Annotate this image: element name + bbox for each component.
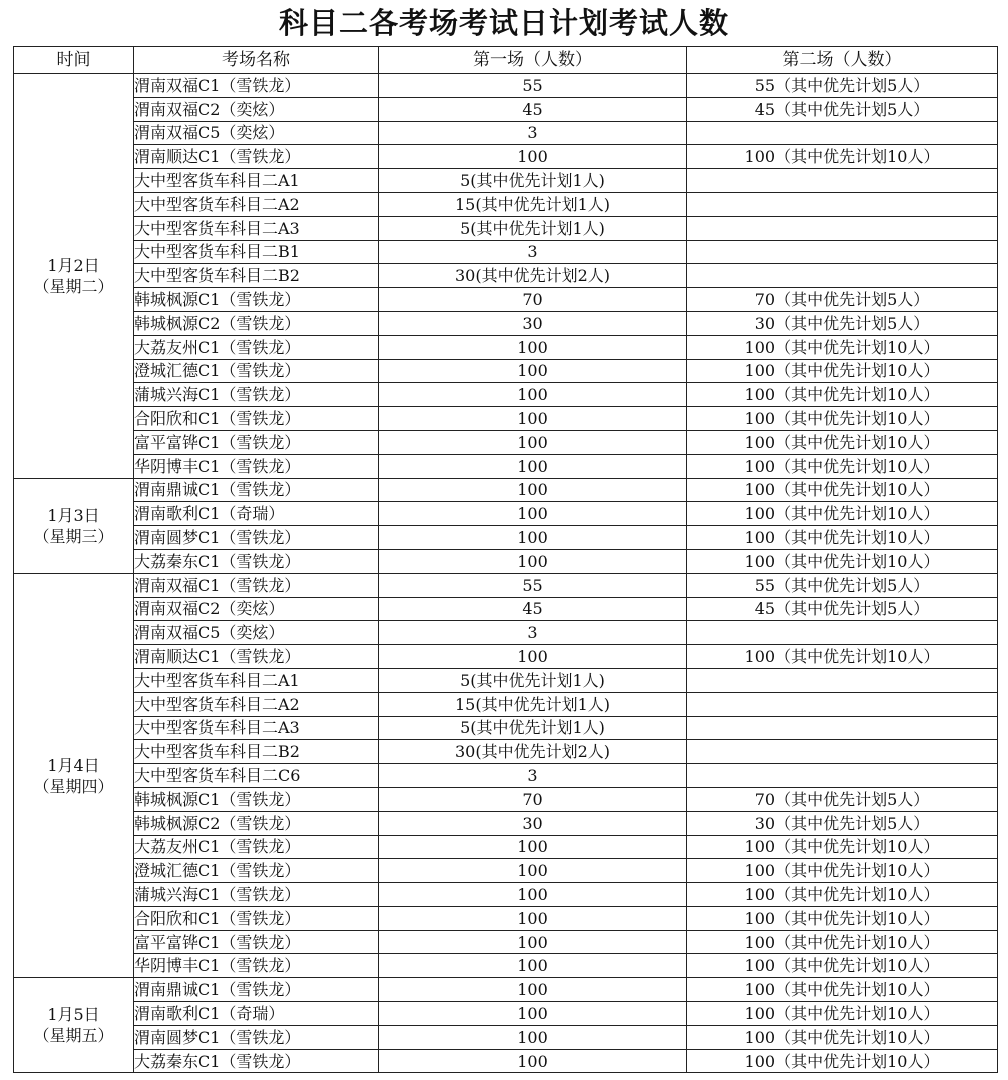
first-session-cell: 3 <box>379 240 687 264</box>
table-row <box>14 192 998 216</box>
first-session-cell: 70 <box>379 288 687 312</box>
second-session-cell <box>687 216 998 240</box>
second-session-cell: 100（其中优先计划10人） <box>687 1025 998 1049</box>
table-row <box>14 835 998 859</box>
table-row <box>14 1049 998 1073</box>
header-second-session: 第二场（人数） <box>687 47 998 74</box>
first-session-cell: 5(其中优先计划1人) <box>379 169 687 193</box>
table-row <box>14 145 998 169</box>
venue-cell: 大荔秦东C1（雪铁龙） <box>134 1049 379 1073</box>
first-session-cell: 100 <box>379 1002 687 1026</box>
first-session-cell: 30(其中优先计划2人) <box>379 264 687 288</box>
venue-cell: 渭南顺达C1（雪铁龙） <box>134 645 379 669</box>
second-session-cell <box>687 668 998 692</box>
first-session-cell: 55 <box>379 573 687 597</box>
second-session-cell: 100（其中优先计划10人） <box>687 859 998 883</box>
header-venue: 考场名称 <box>134 47 379 74</box>
venue-cell: 渭南双福C1（雪铁龙） <box>134 74 379 98</box>
second-session-cell <box>687 621 998 645</box>
header-first-session: 第一场（人数） <box>379 47 687 74</box>
first-session-cell: 3 <box>379 121 687 145</box>
second-session-cell: 55（其中优先计划5人） <box>687 573 998 597</box>
table-row <box>14 454 998 478</box>
venue-cell: 大荔友州C1（雪铁龙） <box>134 835 379 859</box>
table-row <box>14 288 998 312</box>
second-session-cell <box>687 121 998 145</box>
date-label: 1月5日 <box>47 1005 100 1025</box>
first-session-cell: 100 <box>379 883 687 907</box>
venue-cell: 大中型客货车科目二B1 <box>134 240 379 264</box>
table-row <box>14 240 998 264</box>
first-session-cell: 30 <box>379 811 687 835</box>
venue-cell: 澄城汇德C1（雪铁龙） <box>134 359 379 383</box>
second-session-cell <box>687 240 998 264</box>
table-row <box>14 597 998 621</box>
venue-cell: 渭南双福C1（雪铁龙） <box>134 573 379 597</box>
venue-cell: 渭南双福C2（奕炫） <box>134 597 379 621</box>
table-row <box>14 526 998 550</box>
first-session-cell: 100 <box>379 835 687 859</box>
first-session-cell: 45 <box>379 97 687 121</box>
venue-cell: 澄城汇德C1（雪铁龙） <box>134 859 379 883</box>
table-row <box>14 930 998 954</box>
venue-cell: 大中型客货车科目二A2 <box>134 192 379 216</box>
first-session-cell: 100 <box>379 430 687 454</box>
table-row <box>14 1002 998 1026</box>
date-cell <box>14 573 134 978</box>
first-session-cell: 100 <box>379 954 687 978</box>
second-session-cell: 100（其中优先计划10人） <box>687 954 998 978</box>
weekday-label: （星期五） <box>33 1026 114 1046</box>
first-session-cell: 100 <box>379 1049 687 1073</box>
first-session-cell: 100 <box>379 859 687 883</box>
second-session-cell: 45（其中优先计划5人） <box>687 97 998 121</box>
second-session-cell: 100（其中优先计划10人） <box>687 1049 998 1073</box>
first-session-cell: 15(其中优先计划1人) <box>379 192 687 216</box>
table-row <box>14 954 998 978</box>
date-label: 1月3日 <box>47 505 100 525</box>
first-session-cell: 100 <box>379 906 687 930</box>
second-session-cell <box>687 692 998 716</box>
venue-cell: 大中型客货车科目二C6 <box>134 764 379 788</box>
table-row <box>14 716 998 740</box>
table-row <box>14 1025 998 1049</box>
venue-cell: 合阳欣和C1（雪铁龙） <box>134 906 379 930</box>
table-row <box>14 811 998 835</box>
venue-cell: 大中型客货车科目二A2 <box>134 692 379 716</box>
second-session-cell <box>687 716 998 740</box>
first-session-cell: 15(其中优先计划1人) <box>379 692 687 716</box>
first-session-cell: 45 <box>379 597 687 621</box>
venue-cell: 合阳欣和C1（雪铁龙） <box>134 407 379 431</box>
venue-cell: 大中型客货车科目二B2 <box>134 264 379 288</box>
venue-cell: 渭南歌利C1（奇瑞） <box>134 502 379 526</box>
first-session-cell: 100 <box>379 1025 687 1049</box>
second-session-cell: 100（其中优先计划10人） <box>687 906 998 930</box>
second-session-cell: 70（其中优先计划5人） <box>687 288 998 312</box>
page-title: 科目二各考场考试日计划考试人数 <box>278 6 729 40</box>
venue-cell: 大中型客货车科目二A3 <box>134 716 379 740</box>
header-time: 时间 <box>14 47 134 74</box>
table-row <box>14 692 998 716</box>
table-row <box>14 740 998 764</box>
weekday-label: （星期三） <box>33 526 114 546</box>
date-cell <box>14 478 134 573</box>
weekday-label: （星期二） <box>33 276 114 296</box>
table-row <box>14 430 998 454</box>
second-session-cell <box>687 192 998 216</box>
first-session-cell: 100 <box>379 645 687 669</box>
table-row <box>14 97 998 121</box>
table-row <box>14 668 998 692</box>
first-session-cell: 55 <box>379 74 687 98</box>
table-row <box>14 883 998 907</box>
venue-cell: 渭南顺达C1（雪铁龙） <box>134 145 379 169</box>
venue-cell: 韩城枫源C2（雪铁龙） <box>134 811 379 835</box>
table-row <box>14 764 998 788</box>
table-row <box>14 74 998 98</box>
first-session-cell: 30 <box>379 311 687 335</box>
venue-cell: 华阴博丰C1（雪铁龙） <box>134 454 379 478</box>
first-session-cell: 100 <box>379 335 687 359</box>
second-session-cell: 100（其中优先计划10人） <box>687 145 998 169</box>
second-session-cell: 100（其中优先计划10人） <box>687 930 998 954</box>
first-session-cell: 100 <box>379 526 687 550</box>
first-session-cell: 30(其中优先计划2人) <box>379 740 687 764</box>
first-session-cell: 100 <box>379 359 687 383</box>
first-session-cell: 3 <box>379 621 687 645</box>
second-session-cell <box>687 740 998 764</box>
venue-cell: 渭南圆梦C1（雪铁龙） <box>134 526 379 550</box>
venue-cell: 大中型客货车科目二A3 <box>134 216 379 240</box>
venue-cell: 渭南圆梦C1（雪铁龙） <box>134 1025 379 1049</box>
second-session-cell: 30（其中优先计划5人） <box>687 811 998 835</box>
second-session-cell: 100（其中优先计划10人） <box>687 407 998 431</box>
schedule-body <box>14 74 998 1073</box>
venue-cell: 渭南双福C2（奕炫） <box>134 97 379 121</box>
table-row <box>14 383 998 407</box>
first-session-cell: 100 <box>379 145 687 169</box>
table-row <box>14 573 998 597</box>
venue-cell: 大中型客货车科目二A1 <box>134 169 379 193</box>
table-row <box>14 359 998 383</box>
second-session-cell: 100（其中优先计划10人） <box>687 883 998 907</box>
venue-cell: 富平富铧C1（雪铁龙） <box>134 430 379 454</box>
first-session-cell: 100 <box>379 930 687 954</box>
second-session-cell <box>687 764 998 788</box>
second-session-cell: 100（其中优先计划10人） <box>687 549 998 573</box>
second-session-cell: 100（其中优先计划10人） <box>687 430 998 454</box>
first-session-cell: 100 <box>379 978 687 1002</box>
table-row <box>14 502 998 526</box>
table-row <box>14 978 998 1002</box>
venue-cell: 渭南歌利C1（奇瑞） <box>134 1002 379 1026</box>
header-row <box>14 47 998 74</box>
venue-cell: 大中型客货车科目二B2 <box>134 740 379 764</box>
first-session-cell: 100 <box>379 502 687 526</box>
date-cell <box>14 978 134 1073</box>
table-row <box>14 906 998 930</box>
second-session-cell: 100（其中优先计划10人） <box>687 502 998 526</box>
second-session-cell: 30（其中优先计划5人） <box>687 311 998 335</box>
second-session-cell: 100（其中优先计划10人） <box>687 454 998 478</box>
table-row <box>14 335 998 359</box>
venue-cell: 渭南鼎诚C1（雪铁龙） <box>134 978 379 1002</box>
first-session-cell: 5(其中优先计划1人) <box>379 716 687 740</box>
first-session-cell: 100 <box>379 407 687 431</box>
table-row <box>14 478 998 502</box>
venue-cell: 渭南双福C5（奕炫） <box>134 621 379 645</box>
first-session-cell: 5(其中优先计划1人) <box>379 216 687 240</box>
second-session-cell: 100（其中优先计划10人） <box>687 978 998 1002</box>
venue-cell: 富平富铧C1（雪铁龙） <box>134 930 379 954</box>
venue-cell: 渭南双福C5（奕炫） <box>134 121 379 145</box>
second-session-cell <box>687 169 998 193</box>
table-row <box>14 407 998 431</box>
weekday-label: （星期四） <box>33 776 114 796</box>
venue-cell: 渭南鼎诚C1（雪铁龙） <box>134 478 379 502</box>
first-session-cell: 70 <box>379 787 687 811</box>
venue-cell: 韩城枫源C1（雪铁龙） <box>134 787 379 811</box>
table-row <box>14 645 998 669</box>
second-session-cell: 100（其中优先计划10人） <box>687 383 998 407</box>
venue-cell: 大荔友州C1（雪铁龙） <box>134 335 379 359</box>
table-row <box>14 216 998 240</box>
venue-cell: 蒲城兴海C1（雪铁龙） <box>134 883 379 907</box>
venue-cell: 大荔秦东C1（雪铁龙） <box>134 549 379 573</box>
schedule-table <box>13 46 998 1073</box>
venue-cell: 大中型客货车科目二A1 <box>134 668 379 692</box>
table-row <box>14 169 998 193</box>
first-session-cell: 100 <box>379 478 687 502</box>
date-label: 1月4日 <box>47 755 100 775</box>
second-session-cell: 100（其中优先计划10人） <box>687 1002 998 1026</box>
table-row <box>14 787 998 811</box>
second-session-cell: 45（其中优先计划5人） <box>687 597 998 621</box>
table-row <box>14 121 998 145</box>
first-session-cell: 100 <box>379 454 687 478</box>
first-session-cell: 100 <box>379 383 687 407</box>
table-row <box>14 859 998 883</box>
first-session-cell: 5(其中优先计划1人) <box>379 668 687 692</box>
second-session-cell: 100（其中优先计划10人） <box>687 478 998 502</box>
second-session-cell: 55（其中优先计划5人） <box>687 74 998 98</box>
date-label: 1月2日 <box>47 255 100 275</box>
first-session-cell: 3 <box>379 764 687 788</box>
date-cell <box>14 74 134 479</box>
second-session-cell: 100（其中优先计划10人） <box>687 645 998 669</box>
second-session-cell: 100（其中优先计划10人） <box>687 835 998 859</box>
second-session-cell: 70（其中优先计划5人） <box>687 787 998 811</box>
first-session-cell: 100 <box>379 549 687 573</box>
table-row <box>14 311 998 335</box>
table-row <box>14 621 998 645</box>
second-session-cell: 100（其中优先计划10人） <box>687 335 998 359</box>
second-session-cell: 100（其中优先计划10人） <box>687 359 998 383</box>
venue-cell: 韩城枫源C2（雪铁龙） <box>134 311 379 335</box>
venue-cell: 华阴博丰C1（雪铁龙） <box>134 954 379 978</box>
second-session-cell: 100（其中优先计划10人） <box>687 526 998 550</box>
venue-cell: 蒲城兴海C1（雪铁龙） <box>134 383 379 407</box>
table-row <box>14 264 998 288</box>
second-session-cell <box>687 264 998 288</box>
table-row <box>14 549 998 573</box>
venue-cell: 韩城枫源C1（雪铁龙） <box>134 288 379 312</box>
